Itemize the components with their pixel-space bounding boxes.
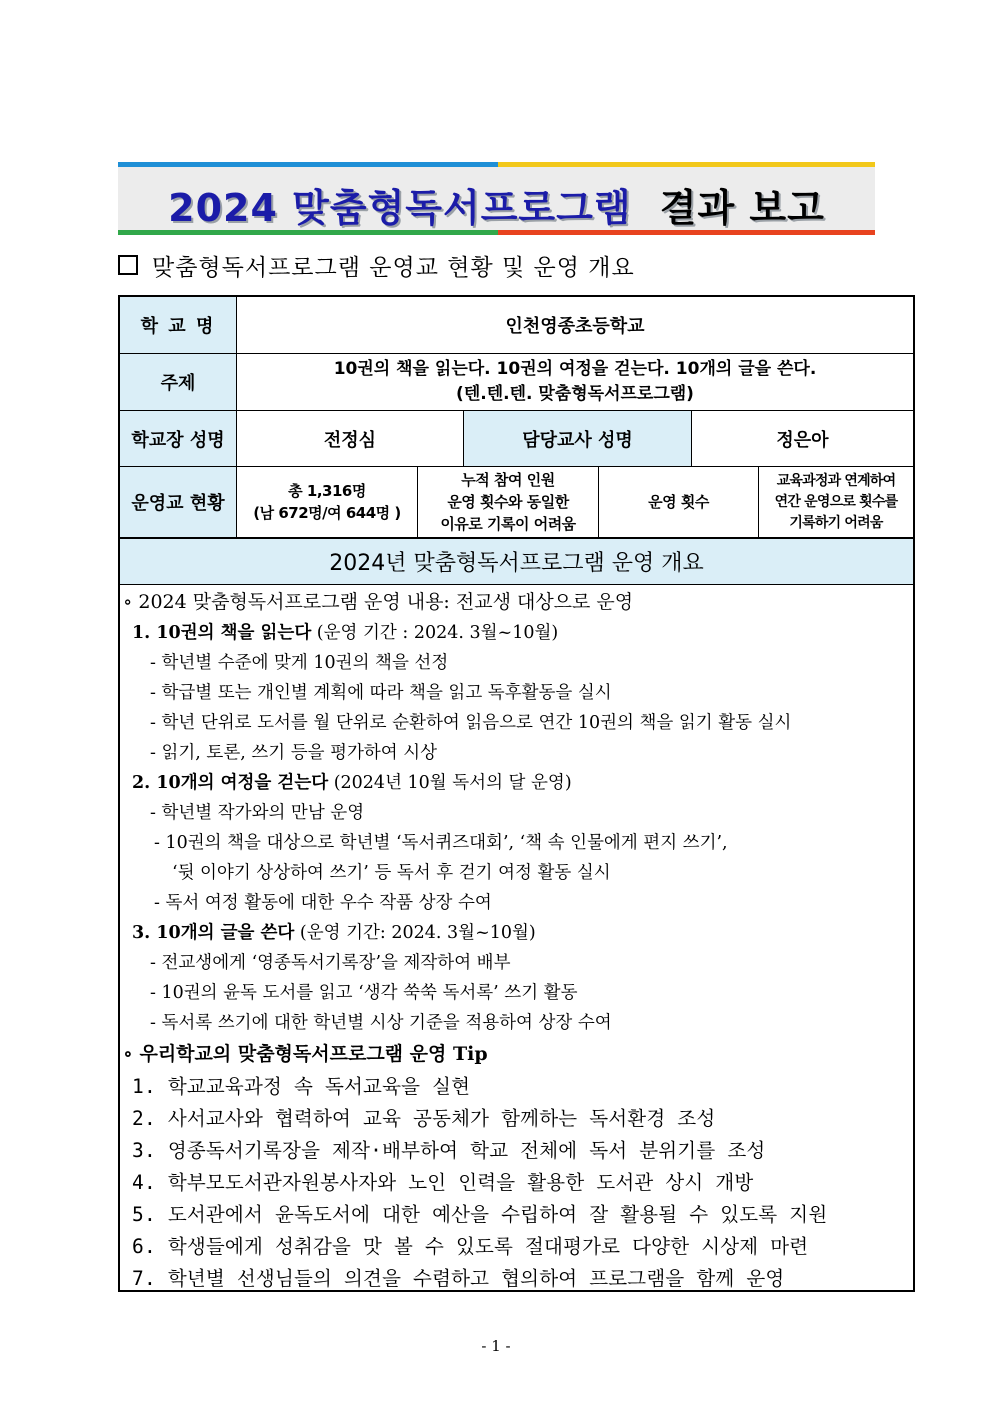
item-1-bullet: - 학년 단위로 도서를 월 단위로 순환하여 읽음으로 연간 10권의 책을 읽기 활동 실시 [150, 713, 792, 733]
count-note-line-3: 기록하기 어려움 [789, 514, 883, 531]
school-value-text: 인천영종초등학교 [505, 316, 645, 337]
item-2-bullet: - 10권의 책을 대상으로 학년별 ‘독서퀴즈대회’, ‘책 속 인물에게 편지 쓰기’, [154, 833, 728, 853]
teacher-label-text: 담당교사 성명 [522, 429, 633, 451]
item-1-heading [132, 619, 558, 644]
item-3-bullet: - 10권의 윤독 도서를 읽고 ‘생각 쑥쑥 독서록’ 쓰기 활동 [150, 983, 578, 1003]
item-2-bullet: - 독서 여정 활동에 대한 우수 작품 상장 수여 [154, 893, 492, 913]
tip-item: 6. 학생들에게 성취감을 맛 볼 수 있도록 절대평가로 다양한 시상제 마련 [132, 1235, 809, 1258]
checkbox-icon [118, 255, 138, 275]
overview-intro: ∘ 2024 맞춤형독서프로그램 운영 내용: 전교생 대상으로 운영 [123, 591, 634, 613]
status-total [236, 466, 417, 537]
page-number: - 1 - [481, 1337, 511, 1355]
count-note [758, 466, 913, 537]
item-2-period: (2024년 10월 독서의 달 운영) [328, 773, 572, 793]
count-label [598, 466, 758, 537]
count-label-text: 운영 횟수 [648, 493, 709, 511]
tip-item: 1. 학교교육과정 속 독서교육을 실현 [132, 1075, 471, 1098]
teacher-value [691, 410, 913, 466]
item-1-bullet: - 학급별 또는 개인별 계획에 따라 책을 읽고 독후활동을 실시 [150, 683, 612, 703]
school-label [120, 297, 236, 353]
item-2-bullet: - 학년별 작가와의 만남 운영 [150, 803, 365, 823]
section-heading [118, 250, 635, 280]
principal-value-text: 전정심 [323, 429, 377, 451]
theme-line-1: 10권의 책을 읽는다. 10권의 여정을 걷는다. 10개의 글을 쓴다. [333, 359, 817, 379]
banner-stripe-yellow [498, 162, 875, 167]
principal-label [120, 410, 236, 466]
overview-header [120, 537, 913, 585]
cumulative-line-2: 운영 횟수와 동일한 [447, 493, 569, 511]
item-3-heading [132, 919, 536, 944]
item-1-bullet: - 읽기, 토론, 쓰기 등을 평가하여 시상 [150, 743, 438, 763]
status-total-line-2: (남 672명/여 644명 ) [253, 504, 401, 522]
theme-value [236, 353, 913, 410]
title-banner [118, 162, 875, 235]
status-label-text: 운영교 현황 [131, 493, 225, 514]
title-suffix: 결과 보고 [659, 186, 825, 230]
item-2-heading [132, 769, 572, 794]
school-label-text: 학 교 명 [140, 316, 216, 337]
count-note-line-1: 교육과정과 연계하여 [776, 472, 896, 489]
tip-item: 2. 사서교사와 협력하여 교육 공동체가 함께하는 독서환경 조성 [132, 1107, 716, 1130]
teacher-label [463, 410, 691, 466]
info-table [118, 295, 915, 1292]
theme-label-text: 주제 [160, 373, 196, 394]
item-2-title: 2. 10개의 여정을 걷는다 [132, 773, 329, 793]
item-3-bullet: - 전교생에게 ‘영종독서기록장’을 제작하여 배부 [150, 953, 511, 973]
principal-value [236, 410, 463, 466]
tip-item: 4. 학부모도서관자원봉사자와 노인 인력을 활용한 도서관 상시 개방 [132, 1171, 754, 1194]
count-note-line-2: 연간 운영으로 횟수를 [774, 493, 898, 510]
status-label [120, 466, 236, 537]
item-2-bullet-continued: ‘뒷 이야기 상상하여 쓰기’ 등 독서 후 걷기 여정 활동 실시 [172, 863, 611, 883]
title-main: 2024 맞춤형독서프로그램 [168, 186, 632, 230]
tip-item: 3. 영종독서기록장을 제작·배부하여 학교 전체에 독서 분위기를 조성 [132, 1139, 766, 1162]
document-title [118, 177, 875, 232]
tip-item: 5. 도서관에서 윤독도서에 대한 예산을 수립하여 잘 활용될 수 있도록 지원 [132, 1203, 828, 1226]
item-3-bullet: - 독서록 쓰기에 대한 학년별 시상 기준을 적용하여 상장 수여 [150, 1013, 612, 1033]
cumulative-line-3: 이유로 기록이 어려움 [440, 515, 576, 533]
teacher-value-text: 정은아 [776, 429, 829, 451]
item-1-bullet: - 학년별 수준에 맞게 10권의 책을 선정 [150, 653, 449, 673]
cumulative-line-1: 누적 참여 인원 [461, 471, 555, 489]
status-total-line-1: 총 1,316명 [288, 482, 366, 500]
principal-label-text: 학교장 성명 [131, 429, 225, 451]
item-3-title: 3. 10개의 글을 쓴다 [132, 923, 295, 943]
overview-header-text: 2024년 맞춤형독서프로그램 운영 개요 [329, 551, 704, 576]
item-3-period: (운영 기간: 2024. 3월~10월) [294, 923, 536, 943]
theme-line-2: (텐.텐.텐. 맞춤형독서프로그램) [456, 384, 694, 404]
item-1-period: (운영 기간 : 2024. 3월~10월) [311, 623, 559, 643]
banner-stripe-blue [118, 162, 498, 167]
cumulative-participants [417, 466, 598, 537]
theme-label [120, 353, 236, 410]
tips-heading: ∘ 우리학교의 맞춤형독서프로그램 운영 Tip [123, 1043, 488, 1065]
item-1-title: 1. 10권의 책을 읽는다 [132, 623, 312, 643]
section-heading-text: 맞춤형독서프로그램 운영교 현황 및 운영 개요 [152, 254, 635, 281]
tip-item: 7. 학년별 선생님들의 의견을 수렴하고 협의하여 프로그램을 함께 운영 [132, 1267, 785, 1290]
school-value [236, 297, 913, 353]
